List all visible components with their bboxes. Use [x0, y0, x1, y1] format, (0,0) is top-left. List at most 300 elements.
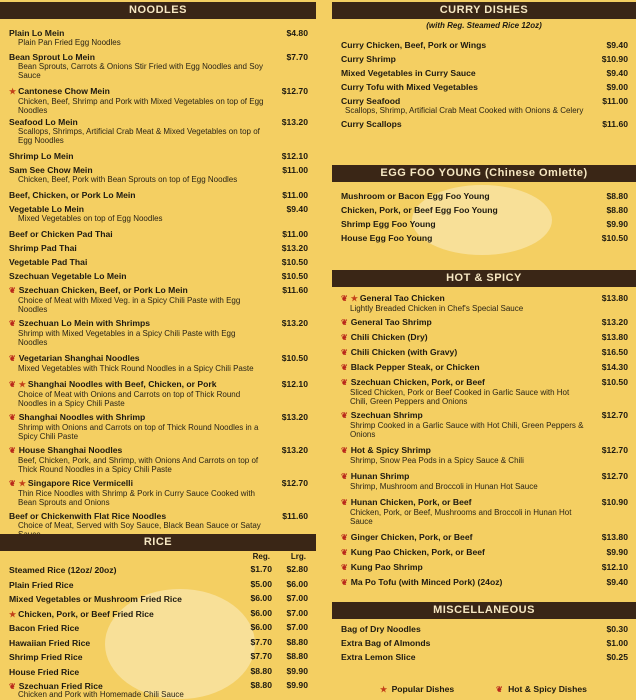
menu-item-name: [9, 52, 308, 62]
chili-pepper-icon: ❦: [9, 380, 16, 389]
chili-pepper-icon: ❦: [9, 319, 16, 328]
legend-spicy-label: Hot & Spicy Dishes: [508, 684, 587, 694]
rice-row: [0, 678, 316, 693]
chili-pepper-icon: ❦: [341, 548, 348, 557]
rice-row: [0, 649, 316, 664]
menu-item-name-text: Vegetable Lo Mein: [9, 204, 84, 214]
large-size-label: Lrg.: [290, 552, 306, 561]
menu-item-price: $13.20: [281, 412, 308, 422]
menu-item: [332, 638, 636, 648]
menu-item: [332, 362, 636, 373]
menu-item-name-text: Curry Chicken, Beef, Pork or Wings: [341, 40, 487, 50]
miscellaneous-header: MISCELLANEOUS: [332, 602, 636, 619]
menu-item-name-text: Ma Po Tofu (with Minced Pork) (24oz): [350, 577, 503, 587]
menu-item-description: Beef, Chicken, Pork, and Shrimp, with Onions And Carrots on top of Thick Round Noodles in a Spicy Chili Paste: [18, 456, 259, 474]
chili-pepper-icon: ❦: [341, 498, 348, 507]
menu-item-price: $11.00: [282, 190, 308, 200]
menu-item-name-text: Chicken, Pork, or Beef Fried Rice: [18, 608, 154, 619]
menu-item-name-text: Shrimp Egg Foo Young: [341, 219, 436, 229]
menu-item-name: [9, 681, 103, 691]
menu-item-name-text: Szechuan Shrimp: [350, 410, 423, 420]
menu-item: [332, 68, 636, 78]
large-price: $8.80: [286, 651, 308, 661]
rice-row: [0, 664, 316, 679]
menu-item: [0, 257, 316, 267]
menu-item-price: $11.00: [602, 96, 628, 106]
menu-item-price: $12.70: [281, 478, 308, 488]
menu-item: [0, 204, 316, 223]
menu-item-price: $12.10: [281, 379, 308, 389]
menu-item-name-text: Szechuan Lo Mein with Shrimps: [18, 318, 151, 328]
menu-item-description: Lightly Breaded Chicken in Chef's Special Sauce: [350, 304, 524, 313]
menu-item-name-text: General Tao Chicken: [359, 293, 445, 303]
rice-row: [0, 562, 316, 577]
menu-item-name-text: Extra Lemon Slice: [341, 652, 416, 662]
menu-item-name-text: House Egg Foo Young: [341, 233, 433, 243]
menu-item: [332, 233, 636, 243]
menu-item-name-text: Bean Sprout Lo Mein: [9, 52, 95, 62]
menu-item-name-text: Hawaiian Fried Rice: [9, 637, 91, 648]
menu-item-description: Choice of Meat with Mixed Veg. in a Spicy Chili Paste with Egg Noodles: [18, 296, 241, 314]
menu-item-name: [9, 318, 308, 329]
curry-section: [332, 2, 636, 129]
menu-item-name: [9, 86, 308, 97]
menu-item-name: [341, 471, 628, 482]
menu-item: [332, 624, 636, 634]
menu-item-price: $10.50: [601, 377, 628, 387]
menu-item-name-text: Cantonese Chow Mein: [18, 86, 110, 96]
menu-item-price: $9.40: [606, 40, 628, 50]
regular-price: $5.00: [250, 578, 272, 589]
menu-item-name-text: Seafood Lo Mein: [9, 117, 78, 127]
menu-item: [332, 497, 636, 526]
miscellaneous-section: [332, 602, 636, 662]
menu-item: [332, 547, 636, 558]
menu-item-description: Scallops, Shrimp, Artificial Crab Meat Cooked with Onions & Celery: [345, 106, 584, 115]
menu-item-name: [9, 580, 73, 590]
hot-spicy-list: [332, 293, 636, 588]
chili-pepper-icon: ❦: [9, 446, 16, 455]
menu-item: [0, 165, 316, 184]
chili-pepper-icon: ❦: [341, 472, 348, 481]
menu-item-description: Thin Rice Noodles with Shrimp & Pork in Curry Sauce Cooked with Bean Sprouts and Onions: [18, 489, 255, 507]
menu-item-name-text: Hot & Spicy Shrimp: [350, 445, 431, 455]
menu-item: [332, 82, 636, 92]
large-price: $6.00: [286, 578, 308, 589]
menu-item-name: [341, 119, 628, 129]
legend-spicy: [496, 684, 587, 694]
menu-item-name-text: Hunan Shrimp: [350, 471, 410, 481]
regular-price: $8.80: [250, 680, 272, 690]
menu-item-name: [341, 332, 628, 343]
menu-item-name: [341, 652, 628, 662]
menu-item-name: [341, 638, 628, 648]
menu-item-description: Plain Pan Fried Egg Noodles: [18, 38, 121, 47]
menu-item-price: $1.00: [606, 638, 628, 648]
menu-item: [0, 271, 316, 281]
menu-item-name-text: Vegetable Pad Thai: [9, 257, 88, 267]
menu-item-name: [9, 285, 308, 296]
miscellaneous-list: [332, 624, 636, 662]
egg-foo-young-list: [332, 191, 636, 243]
menu-item: [0, 379, 316, 408]
menu-item-name: [9, 623, 79, 633]
menu-item-name-text: Shanghai Noodles with Beef, Chicken, or Pork: [27, 379, 217, 389]
menu-item-name-text: Hunan Chicken, Pork, or Beef: [350, 497, 472, 507]
menu-item: [332, 532, 636, 543]
menu-item-price: $13.80: [601, 332, 628, 342]
menu-item-name: [341, 410, 628, 421]
chili-pepper-icon: ❦: [341, 363, 348, 372]
menu-item-price: $8.80: [606, 191, 628, 201]
menu-item-name: [9, 165, 308, 175]
menu-item: [332, 191, 636, 201]
regular-price: $6.00: [250, 593, 272, 603]
noodles-header: NOODLES: [0, 2, 316, 19]
menu-item-description: Shrimp with Onions and Carrots on top of Thick Round Noodles in a Spicy Chili Paste: [18, 423, 259, 441]
menu-item-price: $12.70: [601, 471, 628, 481]
menu-item-price: $12.70: [601, 410, 628, 420]
menu-item-name: [341, 40, 628, 50]
menu-item-name: [9, 511, 308, 521]
menu-item: [0, 117, 316, 145]
menu-item-name-text: Curry Seafood: [341, 96, 401, 106]
menu-item-name: [9, 28, 308, 38]
menu-item: [0, 445, 316, 474]
menu-item-name-text: Black Pepper Steak, or Chicken: [350, 362, 480, 372]
large-price: $2.80: [286, 564, 308, 574]
menu-item-name: [9, 412, 308, 423]
menu-item-price: $13.20: [281, 117, 308, 127]
menu-item-name-text: Beef, Chicken, or Pork Lo Mein: [9, 190, 136, 200]
star-icon: ★: [350, 294, 358, 303]
menu-item-name: [9, 353, 308, 364]
menu-item-name-text: Bacon Fried Rice: [9, 623, 80, 633]
chili-pepper-icon: ❦: [341, 318, 348, 327]
menu-item-price: $10.50: [601, 233, 628, 243]
menu-item: [332, 96, 636, 115]
menu-item-name: [341, 347, 628, 358]
menu-item-description: Shrimp, Mushroom and Broccoli in Hunan Hot Sauce: [350, 482, 538, 491]
menu-item-description: Chicken and Pork with Homemade Chili Sauce: [18, 689, 184, 699]
menu-item-price: $4.80: [286, 28, 308, 38]
menu-item-name: [341, 532, 628, 543]
menu-item-name-text: General Tao Shrimp: [350, 317, 432, 327]
menu-item: [0, 229, 316, 239]
menu-item-name-text: House Fried Rice: [9, 666, 80, 677]
regular-price: $6.00: [250, 622, 272, 632]
menu-item-name-text: House Shanghai Noodles: [18, 445, 123, 455]
menu-item: [332, 293, 636, 313]
menu-item: [0, 190, 316, 200]
menu-item-description: Scallops, Shrimps, Artificial Crab Meat & Mixed Vegetables on top of Egg Noodles: [18, 127, 260, 145]
large-price: $9.90: [286, 665, 308, 676]
menu-item-name-text: Kung Pao Chicken, Pork, or Beef: [350, 547, 485, 557]
menu-item-name-text: Chili Chicken (Dry): [350, 332, 428, 342]
menu-item-description: Shrimp Cooked in a Garlic Sauce with Hot Chili, Green Peppers & Onions: [350, 421, 584, 439]
menu-item: [332, 577, 636, 588]
menu-item-name: [9, 243, 308, 253]
menu-item-price: $10.90: [601, 54, 628, 64]
menu-item-price: $11.60: [282, 285, 308, 295]
large-price: $9.90: [286, 680, 308, 690]
chili-pepper-icon: ❦: [496, 685, 503, 694]
menu-item-name-text: Szechuan Chicken, Beef, or Pork Lo Mein: [18, 285, 188, 295]
menu-item-name-text: Shrimp Lo Mein: [9, 151, 74, 161]
menu-item-name: [9, 229, 308, 239]
large-price: $7.00: [286, 593, 308, 603]
large-price: $7.00: [286, 607, 308, 618]
rice-list: [0, 562, 316, 699]
menu-item-price: $9.90: [606, 547, 628, 557]
menu-item-price: $10.90: [601, 497, 628, 507]
chili-pepper-icon: ❦: [341, 533, 348, 542]
menu-item-name: [341, 233, 628, 243]
menu-item-name-text: Shrimp Fried Rice: [9, 652, 83, 662]
menu-item-name-text: Curry Tofu with Mixed Vegetables: [341, 82, 478, 92]
menu-item: [0, 318, 316, 347]
menu-item-price: $13.20: [281, 243, 308, 253]
chili-pepper-icon: ❦: [341, 348, 348, 357]
noodles-list: [0, 28, 316, 539]
chili-pepper-icon: ❦: [9, 354, 16, 363]
menu-item: [332, 445, 636, 465]
menu-item: [0, 353, 316, 373]
menu-item: [332, 54, 636, 64]
menu-item-name: [9, 478, 308, 489]
menu-item-price: $13.20: [281, 445, 308, 455]
menu-item-name: [341, 577, 628, 588]
hot-spicy-section: [332, 270, 636, 588]
menu-item-description: Chicken, Pork, or Beef, Mushrooms and Broccoli in Hunan Hot Sauce: [350, 508, 572, 526]
regular-price: $1.70: [250, 564, 272, 574]
menu-item-description: Chicken, Beef, Pork with Bean Sprouts on top of Egg Noodles: [18, 175, 238, 184]
menu-item: [0, 243, 316, 253]
menu-item-name: [341, 562, 628, 573]
legend-popular-label: Popular Dishes: [391, 684, 455, 694]
chili-pepper-icon: ❦: [341, 411, 348, 420]
menu-item-name: [9, 594, 182, 604]
menu-item: [332, 205, 636, 215]
menu-item-price: $10.50: [281, 353, 308, 363]
menu-item-name-text: Szechuan Fried Rice: [18, 681, 103, 691]
menu-item: [0, 86, 316, 115]
menu-item-name-text: Bag of Dry Noodles: [341, 624, 421, 634]
menu-item: [332, 562, 636, 573]
menu-item: [0, 285, 316, 314]
menu-item: [332, 119, 636, 129]
rice-section: [0, 534, 316, 699]
menu-item-name: [9, 151, 308, 161]
menu-item-price: $9.90: [606, 219, 628, 229]
curry-list: [332, 40, 636, 129]
menu-item: [0, 478, 316, 507]
menu-item: [332, 471, 636, 491]
menu-item-price: $13.80: [601, 532, 628, 542]
menu-item-price: $11.00: [282, 165, 308, 175]
menu-item-name-text: Chili Chicken (with Gravy): [350, 347, 458, 357]
menu-item-name-text: Sam See Chow Mein: [9, 165, 93, 175]
menu-item-description: Choice of Meat, Served with Soy Sauce, Black Bean Sauce or Satay: [18, 521, 261, 530]
menu-item-price: $7.70: [286, 52, 308, 62]
menu-item-price: $12.10: [601, 562, 628, 572]
menu-item-name: [9, 638, 90, 648]
regular-price: $8.80: [250, 665, 272, 676]
rice-row: [0, 591, 316, 606]
menu-item-name-text: Steamed Rice (12oz/ 20oz): [9, 565, 117, 575]
hot-spicy-header: HOT & SPICY: [332, 270, 636, 287]
regular-price: $7.70: [250, 636, 272, 647]
menu-item-name: [341, 82, 628, 92]
menu-item-name: [9, 204, 308, 214]
menu-item-name: [341, 362, 628, 373]
menu-item-name-text: Ginger Chicken, Pork, or Beef: [350, 532, 473, 542]
menu-item-price: $8.80: [606, 205, 628, 215]
menu-item-name-text: Mixed Vegetables or Mushroom Fried Rice: [9, 594, 182, 604]
menu-item-name-text: Szechuan Chicken, Pork, or Beef: [350, 377, 485, 387]
menu-item-description: Mixed Vegetables on top of Egg Noodles: [18, 214, 163, 223]
star-icon: ★: [18, 479, 26, 488]
noodles-section: [0, 2, 316, 539]
menu-item-name-text: Beef or Chicken Pad Thai: [9, 229, 113, 239]
menu-item-name: [341, 497, 628, 508]
menu-item-description: Choice of Meat with Onions and Carrots on top of Thick Round Noodles in a Spicy Chili Paste: [18, 390, 241, 408]
menu-item-name-text: Vegetarian Shanghai Noodles: [18, 353, 140, 363]
menu-item-name-text: Singapore Rice Vermicelli: [27, 478, 133, 488]
menu-item-price: $10.50: [281, 271, 308, 281]
menu-item-price: $9.40: [286, 204, 308, 214]
menu-item-name-text: Plain Fried Rice: [9, 579, 74, 590]
menu-item: [332, 317, 636, 328]
chili-pepper-icon: ❦: [341, 378, 348, 387]
menu-item-name-text: Plain Lo Mein: [9, 28, 65, 38]
menu-item-price: $14.30: [601, 362, 628, 372]
menu-item-name: [341, 191, 628, 201]
menu-item-description: Shrimp with Mixed Vegetables in a Spicy Chili Paste with Egg Noodles: [18, 329, 236, 347]
menu-item-name: [9, 271, 308, 281]
large-price: $8.80: [286, 636, 308, 647]
menu-item-name: [9, 257, 308, 267]
menu-item-price: $10.50: [281, 257, 308, 267]
menu-item-name-text: Mushroom or Bacon Egg Foo Young: [341, 191, 490, 201]
menu-item-name-text: Shanghai Noodles with Shrimp: [18, 412, 146, 422]
menu-item-name: [341, 219, 628, 229]
menu-item-price: $9.40: [606, 577, 628, 587]
menu-item: [332, 410, 636, 439]
menu-item-name: [9, 117, 308, 127]
regular-price: $7.70: [250, 651, 272, 661]
rice-row: [0, 620, 316, 635]
menu-item-price: $9.00: [606, 82, 628, 92]
star-icon: ★: [380, 685, 388, 694]
menu-item-name-text: Chicken, Pork, or Beef Egg Foo Young: [341, 205, 498, 215]
menu-item-name: [341, 547, 628, 558]
menu-item-price: $16.50: [601, 347, 628, 357]
menu-item: [332, 377, 636, 406]
menu-item-name-text: Extra Bag of Almonds: [341, 638, 431, 648]
regular-size-label: Reg.: [252, 552, 270, 561]
menu-item-description: Shrimp, Snow Pea Pods in a Spicy Sauce & Chili: [350, 456, 524, 465]
menu-item-name: [9, 565, 116, 575]
menu-item-name: [341, 317, 628, 328]
menu-item: [0, 151, 316, 161]
menu-item-name-text: Kung Pao Shrimp: [350, 562, 423, 572]
egg-foo-young-section: [332, 165, 636, 243]
menu-item-name: [9, 667, 79, 677]
menu-item: [332, 40, 636, 50]
chili-pepper-icon: ❦: [9, 286, 16, 295]
star-icon: ★: [9, 609, 17, 619]
menu-item-name: [341, 445, 628, 456]
menu-item-price: $13.80: [601, 293, 628, 303]
menu-item-name: [9, 445, 308, 456]
menu-item-name-text: Curry Shrimp: [341, 54, 396, 64]
menu-item-name: [9, 190, 308, 200]
egg-foo-young-header: EGG FOO YOUNG (Chinese Omlette): [332, 165, 636, 182]
rice-row: [0, 606, 316, 621]
chili-pepper-icon: ❦: [9, 413, 16, 422]
menu-item: [0, 412, 316, 441]
curry-header: CURRY DISHES: [332, 2, 636, 19]
menu-item: [0, 52, 316, 80]
menu-item-price: $12.10: [281, 151, 308, 161]
legend-popular: [380, 684, 454, 694]
menu-item-description: Sliced Chicken, Pork or Beef Cooked in Garlic Sauce with Hot Chili, Green Peppers and Onions: [350, 388, 570, 406]
menu-item: [332, 332, 636, 343]
menu-item-name-text: Curry Scallops: [341, 119, 402, 129]
menu-item-name: [341, 624, 628, 634]
menu-item-name-text: Beef or Chickenwith Flat Rice Noodles: [9, 511, 167, 521]
menu-item-price: $11.60: [282, 511, 308, 521]
menu-item: [332, 347, 636, 358]
menu-item-name: [341, 293, 628, 304]
menu-item-name: [341, 96, 628, 106]
menu-item-price: $9.40: [606, 68, 628, 78]
menu-item-name-text: Mixed Vegetables in Curry Sauce: [341, 68, 476, 78]
menu-item-price: $0.30: [606, 624, 628, 634]
menu-item-price: $12.70: [281, 86, 308, 96]
chili-pepper-icon: ❦: [9, 479, 16, 488]
chili-pepper-icon: ❦: [341, 563, 348, 572]
star-icon: ★: [9, 87, 17, 96]
chili-pepper-icon: ❦: [341, 578, 348, 587]
menu-item-name: [9, 652, 83, 662]
chili-pepper-icon: ❦: [341, 294, 348, 303]
menu-item: [0, 28, 316, 47]
curry-subtitle: (with Reg. Steamed Rice 12oz): [426, 21, 542, 30]
menu-item-price: $13.20: [601, 317, 628, 327]
chili-pepper-icon: ❦: [341, 333, 348, 342]
menu-item-price: $0.25: [606, 652, 628, 662]
menu-item-name-text: Shrimp Pad Thai: [9, 243, 77, 253]
menu-item-price: $12.70: [601, 445, 628, 455]
menu-item-price: $13.20: [281, 318, 308, 328]
menu-item-name: [341, 205, 628, 215]
chili-pepper-icon: ❦: [341, 446, 348, 455]
large-price: $7.00: [286, 622, 308, 632]
menu-item-name: [341, 54, 628, 64]
rice-row: [0, 577, 316, 592]
menu-item-name: [9, 379, 308, 390]
rice-header: RICE: [0, 534, 316, 551]
chili-pepper-icon: ❦: [9, 682, 16, 691]
rice-row: [0, 635, 316, 650]
menu-item-price: $11.00: [282, 229, 308, 239]
menu-item-price: $11.60: [602, 119, 628, 129]
star-icon: ★: [18, 380, 26, 389]
rice-size-header: [0, 552, 316, 562]
menu-item-name: [9, 609, 154, 619]
